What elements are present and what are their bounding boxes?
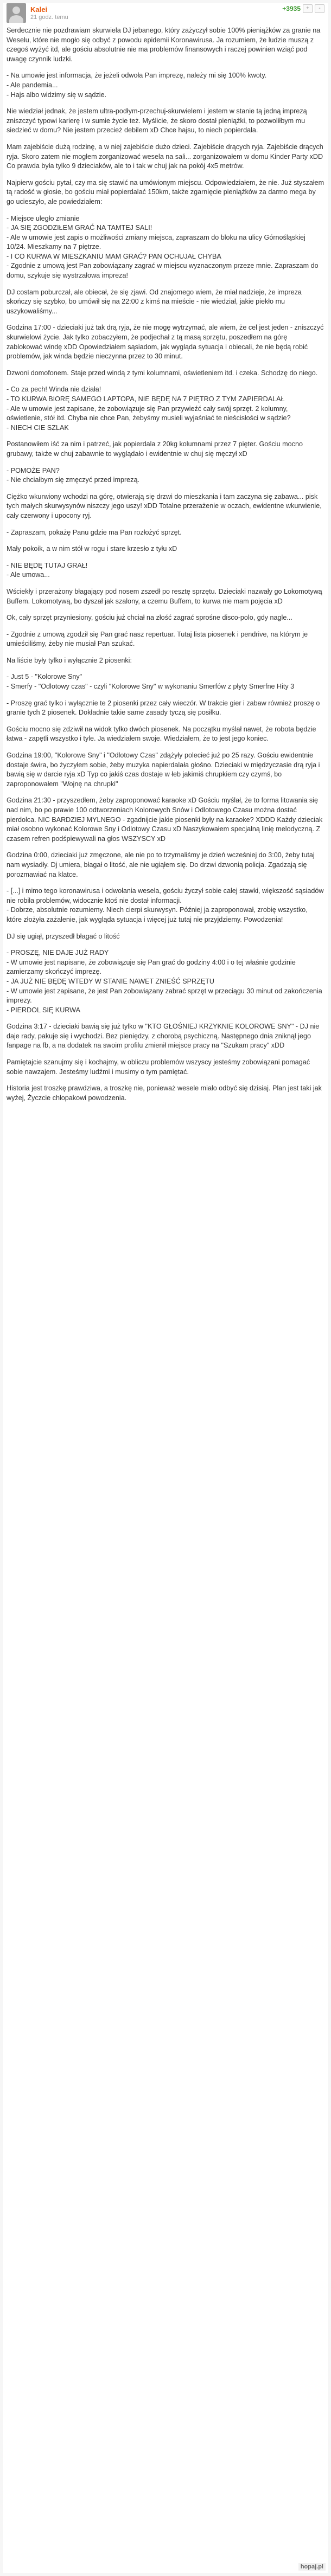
paragraph: - Zgodnie z umową zgodził się Pan grać nasz repertuar. Tutaj lista piosenek i pendrive, na którym je umieściliśmy, żeby nie musiał Pan szukać. xyxy=(7,630,308,648)
paragraph: Ok, cały sprzęt przyniesiony, gościu już chciał na złość zagrać sprośne disco-polo, gdy nagle... xyxy=(7,614,292,622)
paragraph: - Co za pech! Winda nie działa! - TO KURWA BIORĘ SAMEGO LAPTOPA, NIE BĘDĘ NA 7 PIĘTRO Z TYM ZAPIERDALAŁ - Ale w umowie jest zapisane, że zobowiązuje się Pan przywieźć cały swój sprzęt. 2 kolumny, oświetlenie, stół itd. Chyba nie chce Pan, żebyśmy musieli wyjaśniać te nieścisłości w sądzie? - NIECH CIE SZLAK xyxy=(7,386,291,432)
paragraph: - Miejsce uległo zmianie - JA SIĘ ZGODZIŁEM GRAĆ NA TAMTEJ SALI! - Ale w umowie jest zapis o możliwości zmiany miejsca, zapraszam do bloku na ulicy Górnośląskiej 10/24. Mieszkamy na 7 piętrze. - I CO KURWA W MIESZKANIU MAM GRAĆ? PAN OCHUJAŁ CHYBA - Zgodnie z umową jest Pan zobowiązany zagrać w miejscu wyznaczonym przeze mnie. Zapraszam do domu, szykuje się wystrzałowa impreza! xyxy=(7,214,319,280)
post-timestamp: 21 godz. temu xyxy=(30,14,68,21)
paragraph: Godzina 17:00 - dzieciaki już tak drą ryja, że nie mogę wytrzymać, ale wiem, że cel jest jeden - zniszczyć skurwielowi życie. Jak tylko zobaczyłem, że podjechał z tą masą sprzętu, poszedłem na górę zablokować windę xDD Opowiedziałem sąsiadom, jak wygląda sytuacja i obiecali, że nie będą robić problemów, jak winda będzie nieczynna przez to 30 minut. xyxy=(7,324,324,361)
paragraph: Pamiętajcie szanujmy się i kochajmy, w obliczu problemów wszyscy jesteśmy zobowiązani pomagać sobie nawzajem. Jesteśmy ludźmi i musimy o tym pamiętać. xyxy=(7,1058,310,1076)
paragraph: Najpierw gościu pytał, czy ma się stawić na umówionym miejscu. Odpowiedziałem, że nie. Już styszałem tą radość w głosie, bo gościu miał popierdalać 150km, także zgarnięcie pieniążków za darmo mega by go ucieszyło, ale powiedziałem: xyxy=(7,178,324,205)
paragraph: Godzina 21:30 - przyszedłem, żeby zaproponować karaoke xD Gościu myślał, że to forma litowania się nad nim, bo po prawie 100 odtworzeniach Kolorowych Snów i Odlotowego Czasu można dostać pierdolca. NIC BARDZIEJ MYLNEGO - zgadnijcie jakie piosenki były na karaoke? XDDD Każdy dzieciak miał osobno wykonać Kolorowe Sny i Odlotowy Czasu xD Naszykowałem specjalną linię melodyczną. Z czasem refren podśpiewywali na głos WSZYSCY xD xyxy=(7,796,323,843)
paragraph: Serdecznie nie pozdrawiam skurwiela DJ jebanego, który zażyczył sobie 100% pieniążków za granie na Weselu, które nie mogło się odbyć z powodu epidemii Koronawirusa. Ja rozumiem, że ludzie muszą z czegoś wyżyć itd, ale gościu absolutnie nie ma problemów finansowych i raczej powinien wziąć pod uwagę czynnik ludzki. xyxy=(7,27,321,63)
paragraph: - POMOŻE PAN? - Nie chciałbym się zmęczyć przed imprezą. xyxy=(7,466,139,484)
vote-score: +3935 xyxy=(282,5,301,12)
paragraph: Na liście były tylko i wyłącznie 2 piosenki: xyxy=(7,656,132,664)
username-link[interactable]: Kalei xyxy=(30,5,48,14)
vote-box xyxy=(282,4,324,13)
paragraph: - PROSZĘ, NIE DAJE JUŻ RADY - W umowie jest napisane, że zobowiązuje się Pan grać do godziny 4:00 i o tej właśnie godzinie zamierzamy skończyć imprezę. - JA JUŻ NIE BĘDĘ WTEDY W STANIE NAWET ZNIEŚĆ SPRZĘTU - W umowie jest zapisane, że jest Pan zobowiązany zabrać sprzęt w przeciągu 30 minut od zakończenia imprezy. - PIERDOL SIĘ KURWA xyxy=(7,949,322,1014)
paragraph: Historia jest troszkę prawdziwa, a troszkę nie, ponieważ wesele miało odbyć się dzisiaj. Plan jest taki jak wyżej, Życzcie chłopakowi powodzenia. xyxy=(7,1084,322,1102)
paragraph: - [...] i mimo tego koronawirusa i odwołania wesela, gościu życzył sobie całej stawki, większość sąsiadów nie robiła problemów, widocznie ktoś nie dostał informacji. - Dobrze, absolutnie rozumiemy. Niech cierpi skurwysyn. Później ja zaproponował, zrobię wszystko, które złożyła zażalenie, jak wygląda sytuacja i więcej już tutaj nie przyjdziemy. Powodzenia! xyxy=(7,887,324,923)
post-content xyxy=(3,24,328,1103)
site-watermark: hopaj.pl xyxy=(298,2563,326,2571)
paragraph: Dzwoni domofonem. Staje przed windą z tymi kolumnami, oświetleniem itd. i czeka. Schodzę do niego. xyxy=(7,369,318,377)
paragraph: Mały pokoik, a w nim stół w rogu i stare krzesło z tyłu xD xyxy=(7,545,177,553)
avatar-head-shape xyxy=(12,7,20,14)
paragraph: - Proszę grać tylko i wyłącznie te 2 piosenki przez cały wieczór. W trakcie gier i zabaw również proszę o granie tych 2 piosenek. Dokładnie takie same zasady tyczą się posiłku. xyxy=(7,699,320,717)
paragraph: Wściekły i przerażony błagający pod nosem zszedł po resztę sprzętu. Dzieciaki nazwały go Lokomotywą Buffem. Lokomotywą, bo dyszał jak szalony, a czemu Buffem, to kurwa nie mam pojęcia xD xyxy=(7,587,322,605)
post-card xyxy=(3,3,328,2573)
post-header xyxy=(3,3,328,24)
paragraph: DJ się ugiął, przyszedł błagać o litość xyxy=(7,932,120,940)
paragraph: Ciężko wkurwiony wchodzi na górę, otwierają się drzwi do mieszkania i tam zaczyna się zabawa... pisk tych małych skurwysynów niszczy jego uszy! xDD Totalne przerażenie w oczach, ewidentne wkurwienie, cały czerwony i upocony ryj. xyxy=(7,492,322,519)
avatar[interactable] xyxy=(7,3,26,23)
upvote-button[interactable]: + xyxy=(303,4,313,13)
avatar-body-shape xyxy=(9,15,23,23)
paragraph: Godzina 3:17 - dzieciaki bawią się już tylko w "KTO GŁOŚNIEJ KRZYKNIE KOLOROWE SNY" - DJ nie daje rady, pakuje się i wychodzi. Bez pieniędzy, z chorobą psychiczną. Następnego dnia zniknął jego fanpage na fb, a na dodatek na swoim profilu zmienił miejsce pracy na "Szukam pracy" xDD xyxy=(7,1023,320,1050)
paragraph: Mam zajebiście dużą rodzinę, a w niej zajebiście dużo dzieci. Zajebiście drących ryja. Zajebiście drących ryja. Skoro zatem nie mogłem zorganizować wesela na sali... zorganizowałem w domu Kinder Party xDD Co prawda była tylko 9 dzieciaków, ale to i tak w chuj jak na pokój 4x5 metrów. xyxy=(7,143,323,170)
paragraph: Nie wiedział jednak, że jestem ultra-podłym-przechuj-skurwielem i jestem w stanie tą jedną imprezą zniszczyć typowi karierę i w sumie życie też. Myślicie, że skoro dostał pieniążki, to pozwoliłbym mu siedzieć w domu? Nie jestem przecież debilem xD Chce hajsu, to niech popierdala. xyxy=(7,107,307,134)
paragraph: Godzina 19:00, "Kolorowe Sny" i "Odlotowy Czas" zdążyły polecieć już po 25 razy. Gościu ewidentnie dostaje świra, bo życzyłem sobie, żeby muzyka napierdalała głośno. Dzieciaki w międzyczasie drą ryja i bawią się w darcie ryja xD Typ co jakiś czas dostaje w łeb jakimiś chrupkiem czy czymś, bo zaproponowałem "Wojnę na chrupki" xyxy=(7,751,320,788)
paragraph: Godzina 0:00, dzieciaki już zmęczone, ale nie po to trzymaliśmy je dzień wcześniej do 3:00, żeby tutaj nam wysiadły. Dj umiera, błagał o litość, ale nie ugiąłem się. Do drzwi dzwonią policja. Zgadzają się porozmawiać na klatce. xyxy=(7,851,315,878)
paragraph: Gościu mocno się zdziwił na widok tylko dwóch piosenek. Na początku myślał nawet, że robota będzie łatwa - zapętli wszystko i tyle. Ja wiedziałem swoje. Wiedziałem, że to jest jego koniec. xyxy=(7,725,316,743)
paragraph: - Zapraszam, pokażę Panu gdzie ma Pan rozłożyć sprzęt. xyxy=(7,528,182,536)
paragraph: DJ costam poburczał, ale obiecał, że się zjawi. Od znajomego wiem, że miał nadzieje, że impreza skończy się szybko, bo umówił się na 22:00 z kimś na mieście - nie wiedział, jakie piekło mu uszykowaliśmy... xyxy=(7,288,302,315)
paragraph: - Just 5 - "Kolorowe Sny" - Smerfy - "Odlotowy czas" - czyli "Kolorowe Sny" w wykonaniu Smerfów z płyty Smerfne Hity 3 xyxy=(7,673,295,691)
paragraph: - NIE BĘDĘ TUTAJ GRAŁ! - Ale umowa... xyxy=(7,561,88,579)
paragraph: - Na umowie jest informacja, że jeżeli odwoła Pan imprezę, należy mi się 100% kwoty. - Ale pandemia... - Hajs albo widzimy się w sądzie. xyxy=(7,72,267,99)
downvote-button[interactable]: - xyxy=(315,4,324,13)
paragraph: Postanowiłem iść za nim i patrzeć, jak popierdala z 20kg kolumnami przez 7 pięter. Gościu mocno grubawy, także w chuj zabawnie to wyglądało i ewidentnie w chuj się męczył xD xyxy=(7,440,303,458)
